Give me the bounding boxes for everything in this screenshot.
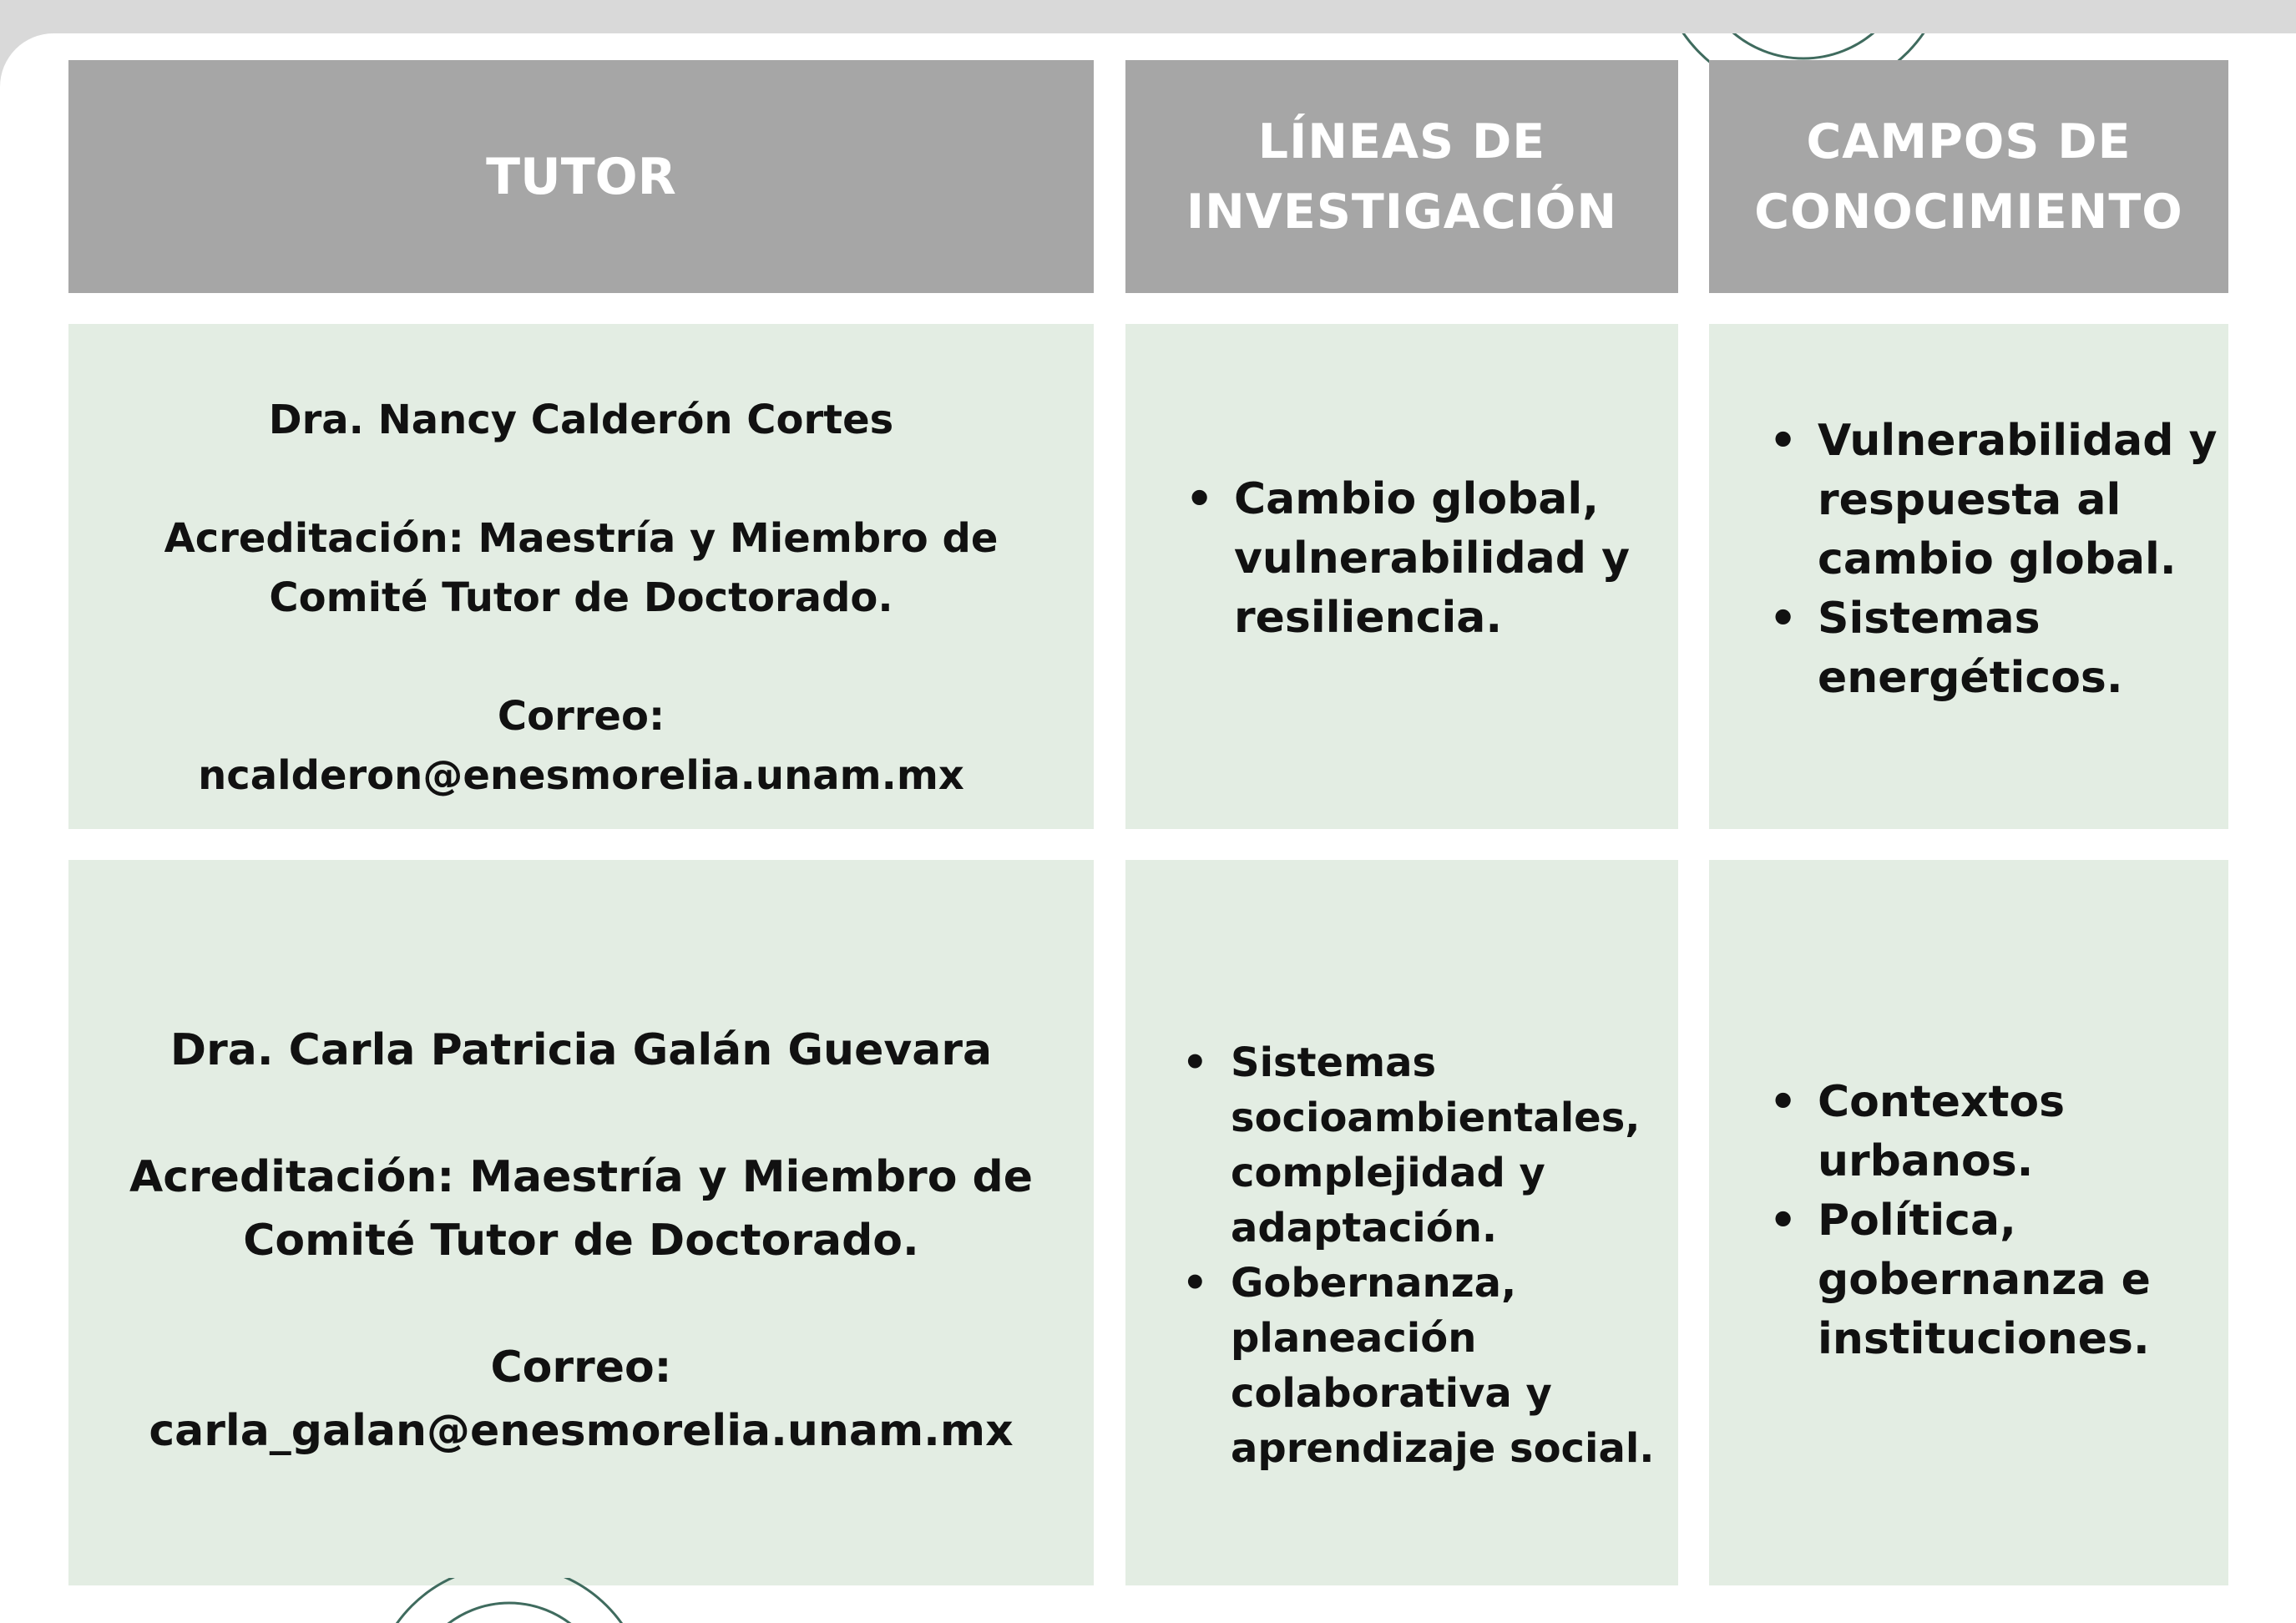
tutor-name: Dra. Carla Patricia Galán Guevara [169,1025,993,1075]
header-lineas [1125,60,1678,293]
document-sheet [0,33,2296,1623]
row-2-lineas-cell [1125,860,1678,1585]
row-1-campos-cell [1709,324,2228,829]
list-item: • Sistemas socioambientales, complejidad y adaptación. [1182,1035,1655,1256]
header-campos-line2: CONOCIMIENTO [1754,184,2183,240]
tutor-accreditation: Comité Tutor de Doctorado. [243,1216,919,1266]
list-item: • Cambio global, vulnerabilidad y resiliencia. [1186,470,1630,648]
header-tutor [68,60,1094,293]
list-item: • Contextos urbanos. [1769,1073,2151,1191]
row-2-tutor-cell [68,860,1094,1585]
list-item: • Sistemas energéticos. [1769,589,2218,708]
header-tutor-label: TUTOR [486,147,676,206]
row-1-lineas-cell [1125,324,1678,829]
lineas-list [1182,1035,1655,1476]
header-campos [1709,60,2228,293]
tutor-name: Dra. Nancy Calderón Cortes [268,397,894,443]
email-link[interactable]: ncalderon@enesmorelia.unam.mx [198,752,964,799]
tutor-accreditation: Comité Tutor de Doctorado. [269,574,893,621]
list-item: • Gobernanza, planeación colaborativa y aprendizaje social. [1182,1256,1655,1476]
email-label: Correo: [497,693,665,740]
row-1-tutor-cell [68,324,1094,829]
header-campos-line1: CAMPOS DE [1806,114,2132,169]
tutor-accreditation: Acreditación: Maestría y Miembro de [129,1152,1034,1202]
campos-list [1769,1073,2151,1369]
email-link[interactable]: carla_galan@enesmorelia.unam.mx [149,1406,1014,1456]
row-2-campos-cell [1709,860,2228,1585]
header-lineas-line1: LÍNEAS DE [1257,114,1546,169]
list-item: • Vulnerabilidad y respuesta al cambio global. [1769,412,2218,589]
campos-list [1769,412,2218,708]
lineas-list [1186,470,1630,648]
header-lineas-line2: INVESTIGACIÓN [1186,184,1618,240]
email-label: Correo: [490,1342,672,1393]
tutor-accreditation: Acreditación: Maestría y Miembro de [164,515,999,562]
list-item: • Política, gobernanza e instituciones. [1769,1191,2151,1369]
